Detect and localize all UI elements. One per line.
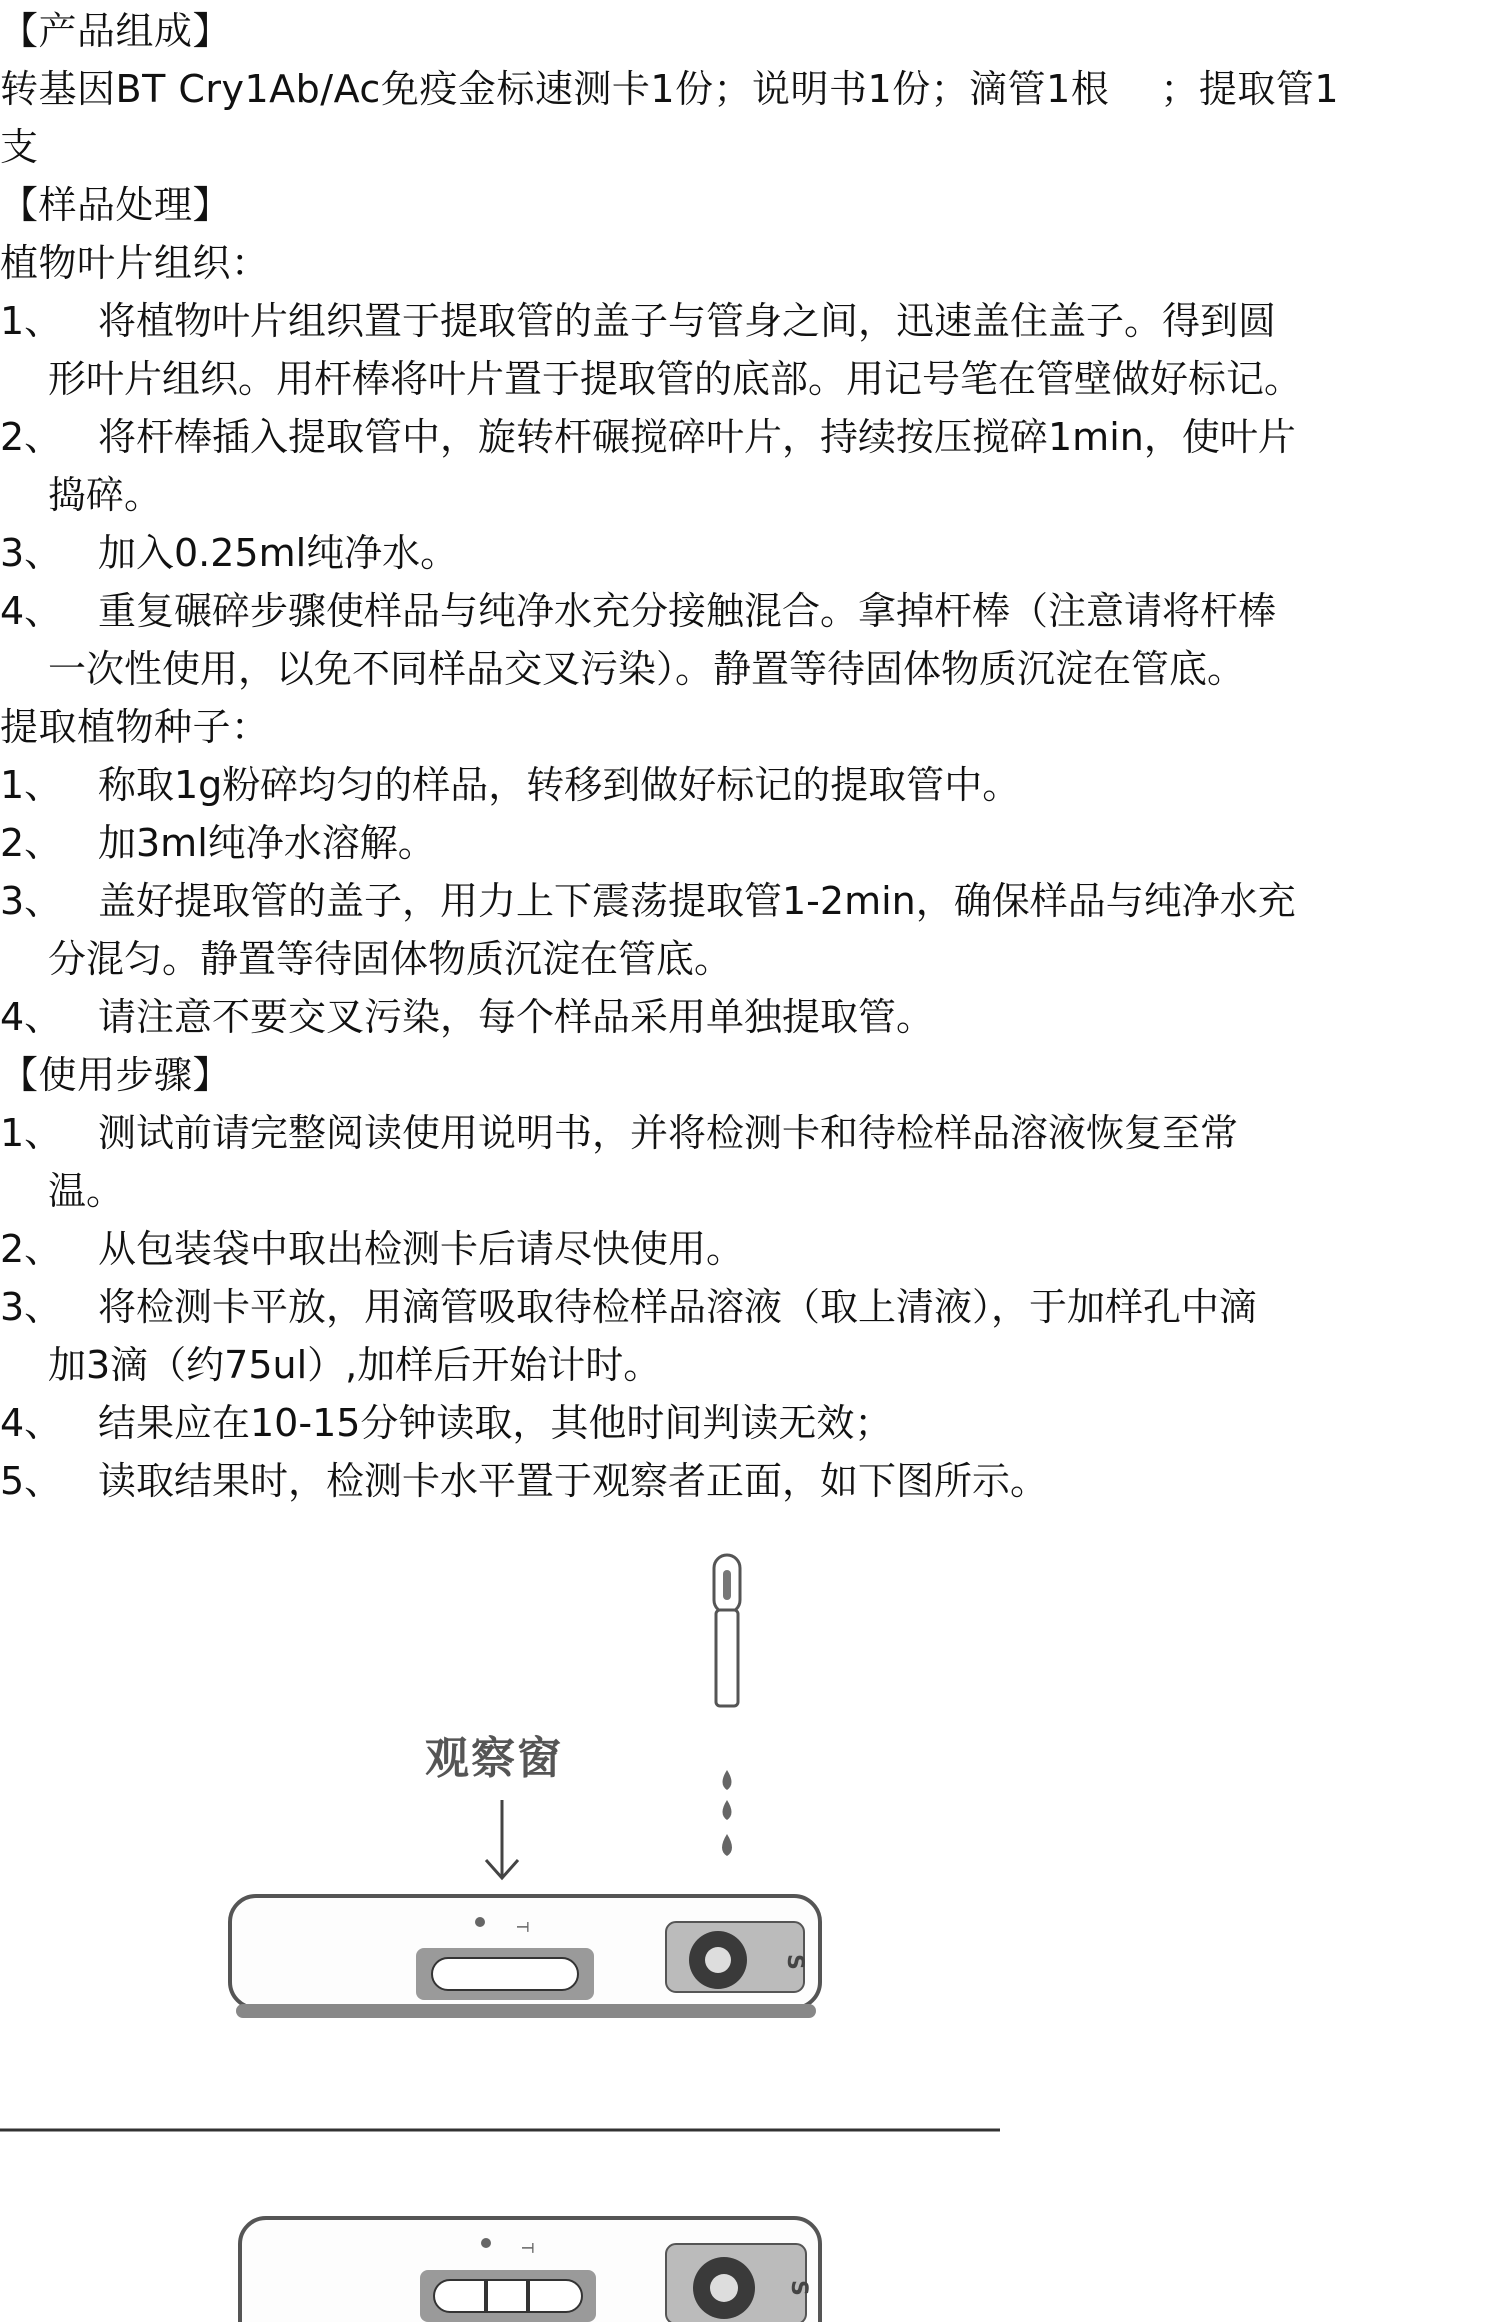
step-text: 将植物叶片组织置于提取管的盖子与管身之间，迅速盖住盖子。得到圆 <box>98 299 1277 343</box>
step-number: 5、 <box>0 1459 63 1503</box>
step-text-continued: 分混匀。静置等待固体物质沉淀在管底。 <box>48 937 733 981</box>
step-text: 盖好提取管的盖子，用力上下震荡提取管1-2min，确保样品与纯净水充 <box>98 879 1296 923</box>
seed-title: 提取植物种子： <box>0 705 270 749</box>
test-card-figure <box>0 1520 1000 2322</box>
step-text-continued: 形叶片组织。用杆棒将叶片置于提取管的底部。用记号笔在管壁做好标记。 <box>48 357 1303 401</box>
step-text-continued: 温。 <box>48 1169 125 1213</box>
step-text: 从包装袋中取出检测卡后请尽快使用。 <box>98 1227 745 1271</box>
step-text: 请注意不要交叉污染，每个样品采用单独提取管。 <box>98 995 935 1039</box>
s-mark: S <box>786 2280 811 2296</box>
step-number: 3、 <box>0 879 63 923</box>
step-number: 1、 <box>0 299 63 343</box>
step-text: 加3ml纯净水溶解。 <box>98 821 436 865</box>
step-number: 2、 <box>0 821 63 865</box>
step-number: 3、 <box>0 1285 63 1329</box>
step-text: 将检测卡平放，用滴管吸取待检样品溶液（取上清液），于加样孔中滴 <box>98 1285 1258 1329</box>
step-number: 4、 <box>0 589 63 633</box>
drop-icon <box>722 1770 732 1856</box>
step-text: 读取结果时，检测卡水平置于观察者正面，如下图所示。 <box>98 1459 1049 1503</box>
step-text: 将杆棒插入提取管中，旋转杆碾搅碎叶片，持续按压搅碎1min，使叶片 <box>98 415 1296 459</box>
s-mark: S <box>782 1954 807 1970</box>
step-number: 1、 <box>0 763 63 807</box>
test-card-icon <box>230 1896 820 2018</box>
sample-heading: 【样品处理】 <box>0 183 232 227</box>
leaf-title: 植物叶片组织： <box>0 241 270 285</box>
test-card-icon <box>240 2218 820 2322</box>
dropper-icon <box>714 1555 740 1706</box>
step-text: 重复碾碎步骤使样品与纯净水充分接触混合。拿掉杆棒（注意请将杆棒 <box>98 589 1277 633</box>
arrow-down-icon <box>486 1800 518 1878</box>
t-mark: T <box>513 1922 532 1932</box>
composition-heading: 【产品组成】 <box>0 9 232 53</box>
step-number: 3、 <box>0 531 63 575</box>
t-mark: T <box>518 2243 537 2253</box>
step-number: 4、 <box>0 1401 63 1445</box>
step-text-continued: 一次性使用，以免不同样品交叉污染）。静置等待固体物质沉淀在管底。 <box>48 647 1246 691</box>
step-text-continued: 捣碎。 <box>48 473 163 517</box>
composition-line-2: 支 <box>0 125 39 169</box>
step-number: 4、 <box>0 995 63 1039</box>
step-text-continued: 加3滴（约75ul）,加样后开始计时。 <box>48 1343 662 1387</box>
step-text: 加入0.25ml纯净水。 <box>98 531 459 575</box>
step-text: 结果应在10-15分钟读取，其他时间判读无效； <box>98 1401 893 1445</box>
composition-line-1: 转基因BT Cry1Ab/Ac免疫金标速测卡1份；说明书1份；滴管1根 ；提取管1 <box>0 67 1340 111</box>
step-number: 1、 <box>0 1111 63 1155</box>
step-text: 称取1g粉碎均匀的样品，转移到做好标记的提取管中。 <box>98 763 1021 807</box>
step-number: 2、 <box>0 1227 63 1271</box>
usage-heading: 【使用步骤】 <box>0 1053 232 1097</box>
observation-window-label: 观察窗 <box>425 1733 563 1784</box>
step-text: 测试前请完整阅读使用说明书，并将检测卡和待检样品溶液恢复至常 <box>98 1111 1239 1155</box>
step-number: 2、 <box>0 415 63 459</box>
